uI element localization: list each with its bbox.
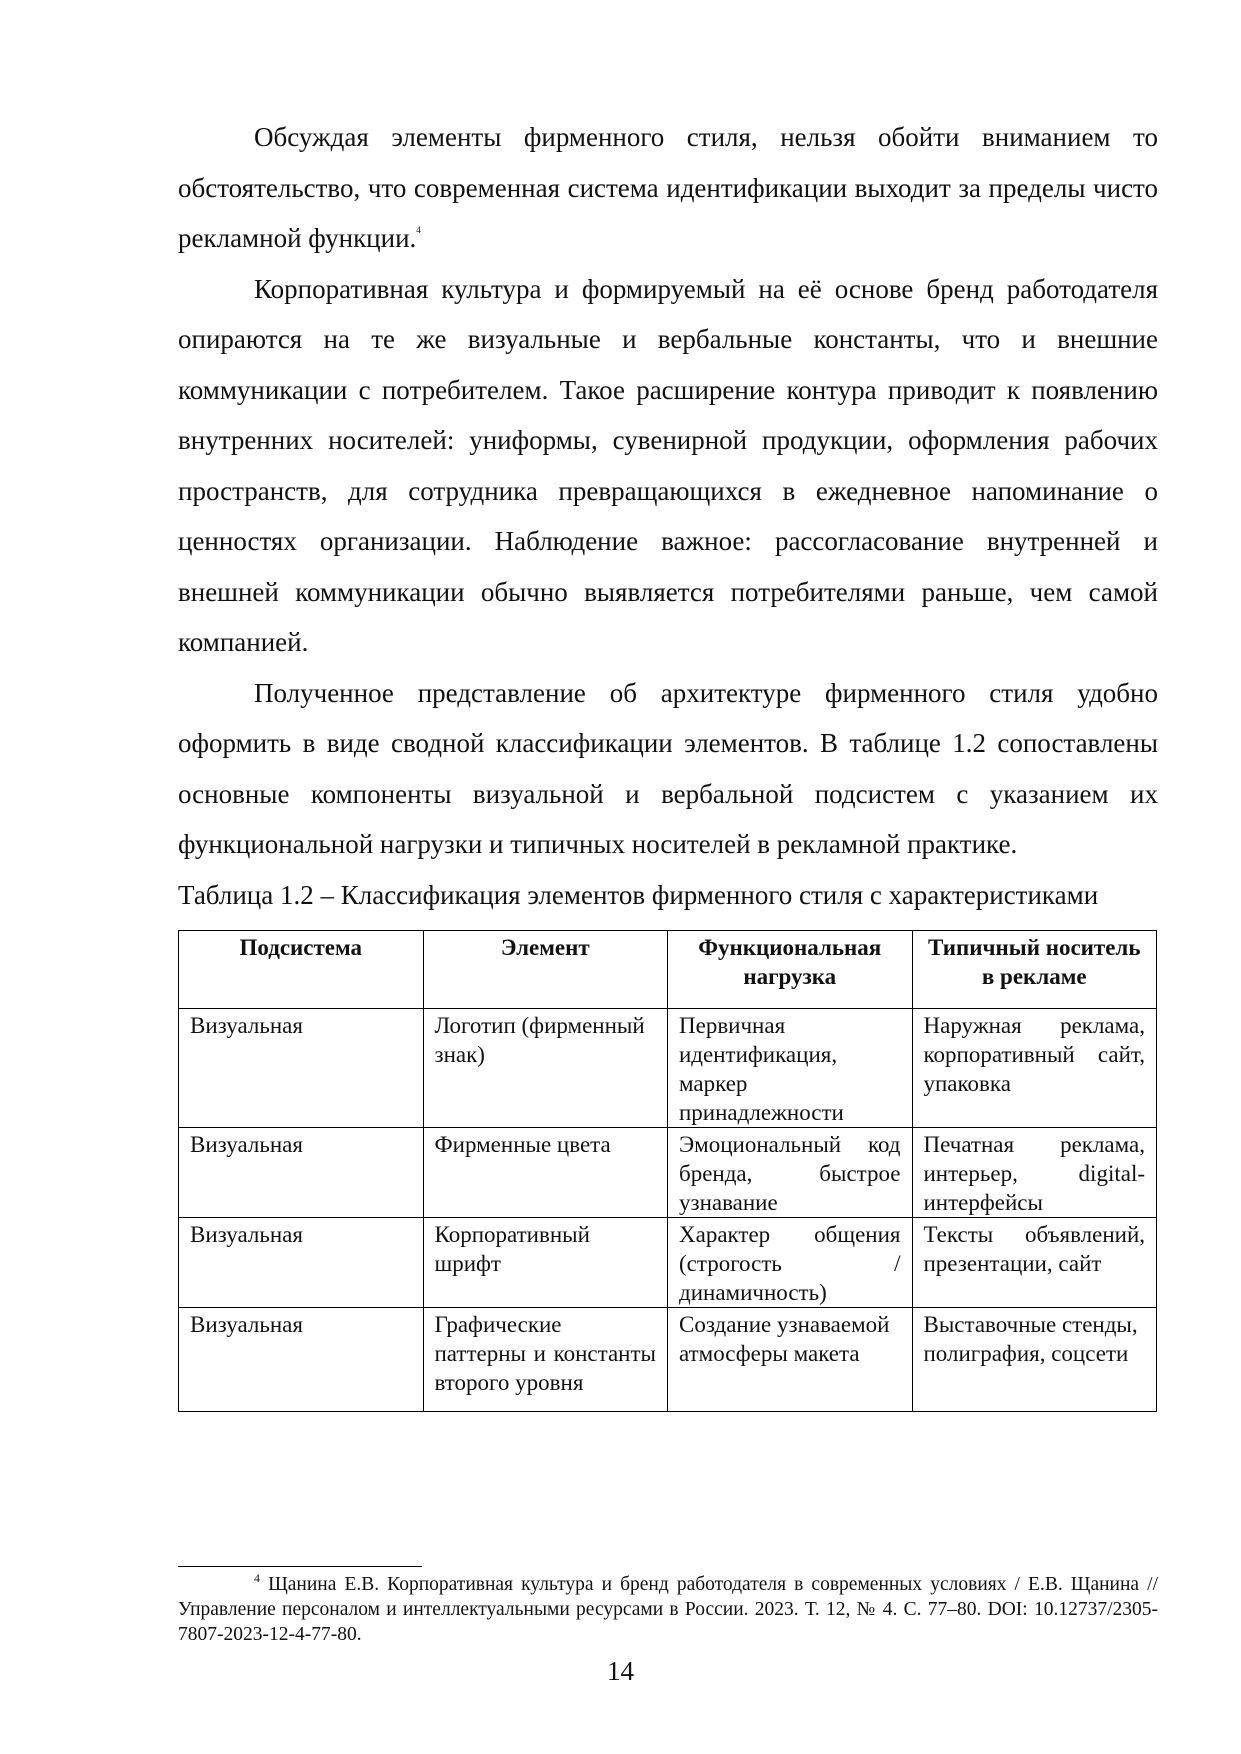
paragraph-1-text: Обсуждая элементы фирменного стиля, нельзя обойти вниманием то обстоятельство, что современная система идентификации выходит за пределы чисто рекламной функции. <box>178 122 1158 253</box>
table-row <box>179 1217 1157 1307</box>
header-function: Функциональная нагрузка <box>668 930 913 1008</box>
paragraph-1 <box>178 112 1158 264</box>
paragraph-2: Корпоративная культура и формируемый на её основе бренд работодателя опираются на те же визуальные и вербальные константы, что и внешние коммуникации с потребителем. Такое расширение контура приводит к появлению внутренних носителей: униформы, сувенирной продукции, оформления рабочих пространств, для сотрудника превращающихся в ежедневное напоминание о ценностях организации. Наблюдение важное: рассогласование внутренней и внешней коммуникации обычно выявляется потребителями раньше, чем самой компанией. <box>178 273 1158 657</box>
table-row <box>179 1127 1157 1217</box>
cell-subsystem: Визуальная <box>179 1307 424 1411</box>
footnote-separator <box>178 1566 422 1567</box>
footnote-number: 4 <box>254 1571 260 1585</box>
cell-element: Графические паттерны и константы второго уровня <box>423 1307 668 1411</box>
header-carrier: Типичный носитель в рекламе <box>912 930 1157 1008</box>
table-row <box>179 1008 1157 1127</box>
cell-carrier: Наружная реклама, корпоративный сайт, упаковка <box>912 1008 1157 1127</box>
footnote-text: Щанина Е.В. Корпоративная культура и бренд работодателя в современных условиях / Е.В. Щанина // Управление персоналом и интеллектуальными ресурсами в России. 2023. Т. 12, № 4. С. 77–80. DOI: 10.12737/2305-7807-2023-12-4-77-80. <box>178 1574 1158 1645</box>
page-number: 14 <box>607 1656 634 1686</box>
cell-subsystem: Визуальная <box>179 1127 424 1217</box>
cell-function: Первичная идентификация, маркер принадлежности <box>668 1008 913 1127</box>
cell-function: Характер общения (строгость / динамичность) <box>668 1217 913 1307</box>
cell-carrier: Выставочные стенды, полиграфия, соцсети <box>912 1307 1157 1411</box>
footnote-ref[interactable]: 4 <box>416 225 421 235</box>
cell-element: Корпоративный шрифт <box>423 1217 668 1307</box>
table-caption: Таблица 1.2 – Классификация элементов фирменного стиля с характеристиками <box>178 879 1099 910</box>
page-body <box>178 112 1158 1412</box>
header-subsystem: Подсистема <box>179 930 424 1008</box>
header-element: Элемент <box>423 930 668 1008</box>
footnote <box>178 1572 1158 1647</box>
table-header-row <box>179 930 1157 1008</box>
cell-element: Фирменные цвета <box>423 1127 668 1217</box>
cell-carrier: Тексты объявлений, презентации, сайт <box>912 1217 1157 1307</box>
cell-function: Эмоциональный код бренда, быстрое узнавание <box>668 1127 913 1217</box>
cell-subsystem: Визуальная <box>179 1008 424 1127</box>
cell-function: Создание узнаваемой атмосферы макета <box>668 1307 913 1411</box>
cell-subsystem: Визуальная <box>179 1217 424 1307</box>
classification-table <box>178 930 1157 1412</box>
table-row <box>179 1307 1157 1411</box>
paragraph-3: Полученное представление об архитектуре фирменного стиля удобно оформить в виде сводной классификации элементов. В таблице 1.2 сопоставлены основные компоненты визуальной и вербальной подсистем с указанием их функциональной нагрузки и типичных носителей в рекламной практике. <box>178 677 1158 859</box>
cell-carrier: Печатная реклама, интерьер, digital-интерфейсы <box>912 1127 1157 1217</box>
cell-element: Логотип (фирменный знак) <box>423 1008 668 1127</box>
